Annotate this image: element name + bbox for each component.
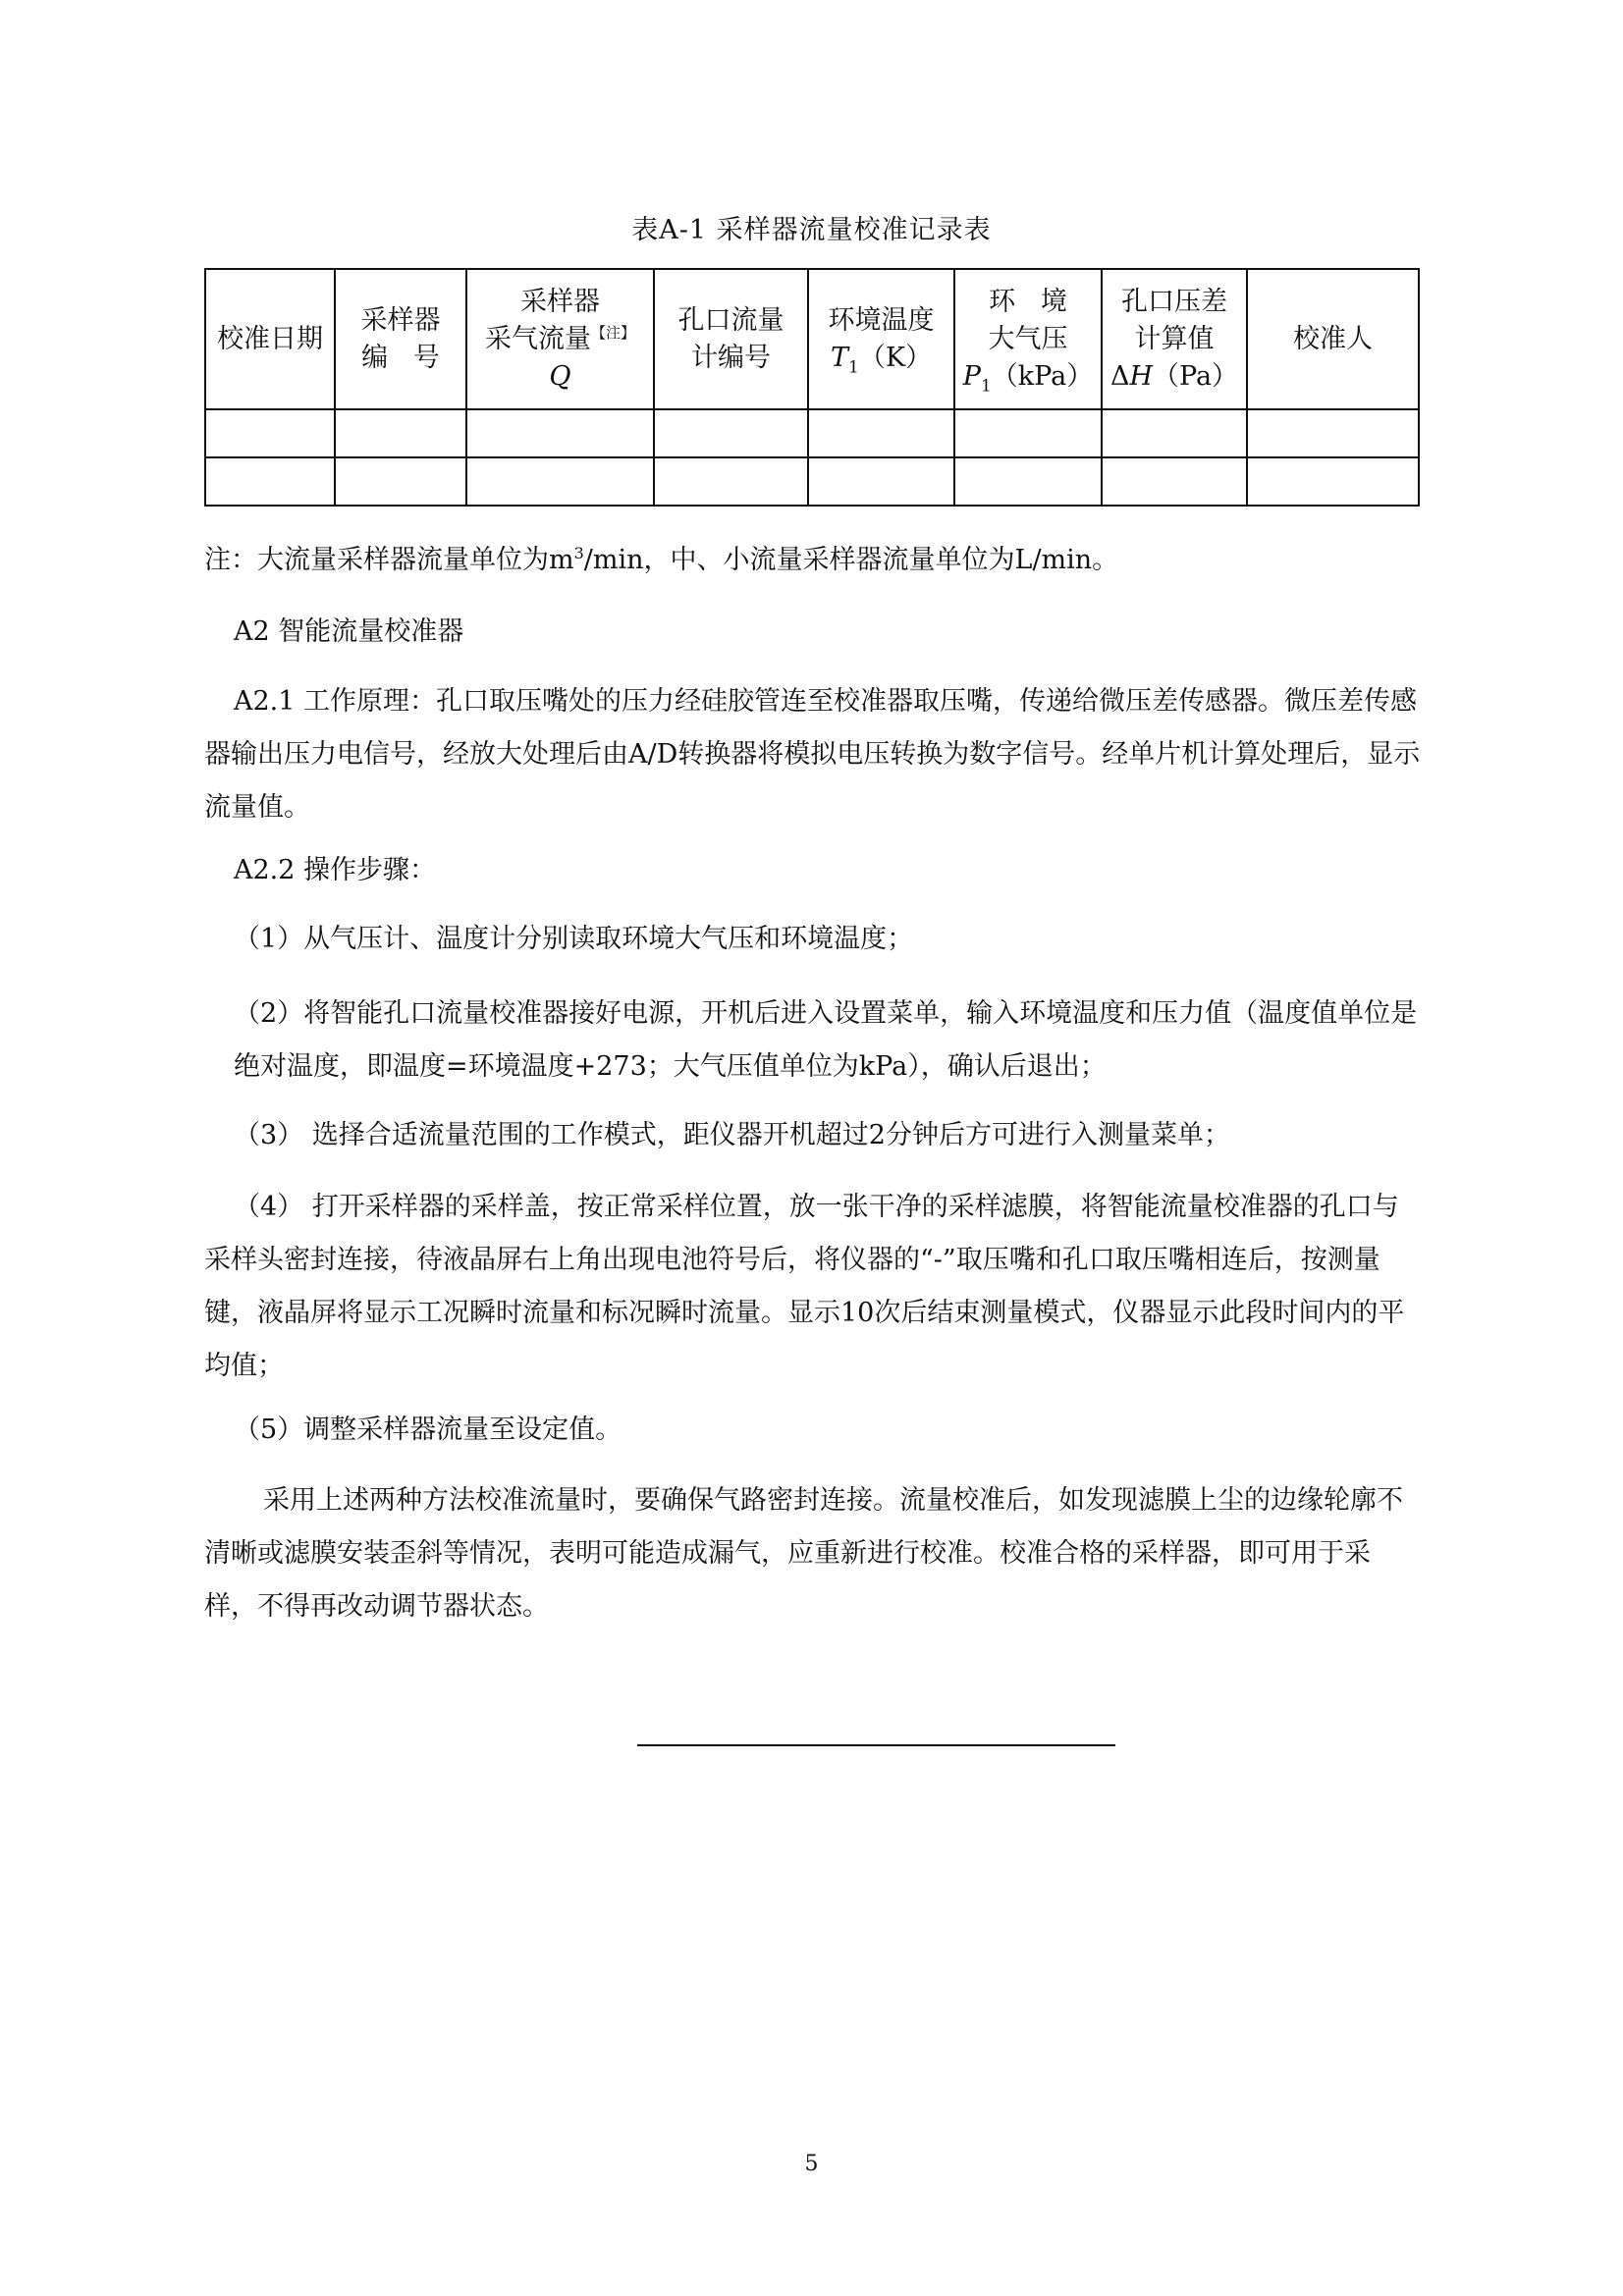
table-cell [1247,409,1419,457]
header-sampler-id: 采样器 编 号 [335,269,466,409]
table-cell [954,409,1102,457]
header-orifice-meter-id: 孔口流量 计编号 [654,269,808,409]
table-cell [205,457,335,506]
table-cell [466,457,654,506]
step-5: （5）调整采样器流量至设定值。 [234,1415,622,1445]
header-ambient-temperature: 环境温度 $T_1(K)$ [808,269,954,409]
paragraph-working-principle: A2.1 工作原理：孔口取压嘴处的压力经硅胶管连至校准器取压嘴，传递给微压差传感器。微压差传感器输出压力电信号，经放大处理后由A/D转换器将模拟电压转换为数字信号。经单片机计算处理后，显示流量值。 [204,686,1421,823]
header-calibrator-person: 校准人 [1247,269,1419,409]
section-heading-a2: A2 智能流量校准器 [234,616,464,647]
table-cell [466,409,654,457]
table-cell [1247,457,1419,506]
note-marker: 【注】 [590,323,635,342]
section-heading-a22: A2.2 操作步骤： [234,855,437,885]
page-number: 5 [804,2152,819,2176]
step-2: （2）将智能孔口流量校准器接好电源，开机后进入设置菜单，输入环境温度和压力值（温度值单位是绝对温度，即温度=环境温度+273；大气压值单位为kPa），确认后退出； [234,998,1418,1082]
table-cell [1102,409,1247,457]
header-sampling-flow: 采样器 采气流量$^{【注】}$ Q [466,269,654,409]
table-cell [954,457,1102,506]
table-cell [654,409,808,457]
table-cell [808,457,954,506]
step-3: （3） 选择合适流量范围的工作模式，距仪器开机超过2分钟后方可进行入测量菜单； [234,1120,1230,1150]
calibration-record-table [204,268,1420,507]
header-atmospheric-pressure: 环 境 大气压 $P_1(kPa)$ [954,269,1102,409]
table-cell [335,409,466,457]
paragraph-closing: 采用上述两种方法校准流量时，要确保气路密封连接。流量校准后，如发现滤膜上尘的边缘轮廓不清晰或滤膜安装歪斜等情况，表明可能造成漏气，应重新进行校准。校准合格的采样器，即可用于采样，不得再改动调节器状态。 [204,1485,1403,1622]
table-cell [808,409,954,457]
step-4: （4） 打开采样器的采样盖，按正常采样位置，放一张干净的采样滤膜，将智能流量校准器的孔口与采样头密封连接，待液晶屏右上角出现电池符号后，将仪器的“-”取压嘴和孔口取压嘴相连后，按测量键，液晶屏将显示工况瞬时流量和标况瞬时流量。显示10次后结束测量模式，仪器显示此段时间内的平均值； [204,1192,1405,1381]
table-cell [654,457,808,506]
table-footnote: 注：大流量采样器流量单位为$m^3/\min$，中、小流量采样器流量单位为L/min。 [204,544,1119,575]
table-cell [1102,457,1247,506]
end-divider [637,1744,1115,1746]
table-header-row [205,269,1419,409]
table-cell [335,457,466,506]
table-row [205,457,1419,506]
header-orifice-pressure-diff: 孔口压差 计算值 ΔH（Pa） [1102,269,1247,409]
table-row [205,409,1419,457]
table-title: 表A-1 采样器流量校准记录表 [631,215,992,245]
header-calibration-date: 校准日期 [205,269,335,409]
step-1: （1）从气压计、温度计分别读取环境大气压和环境温度； [234,924,914,954]
table-cell [205,409,335,457]
